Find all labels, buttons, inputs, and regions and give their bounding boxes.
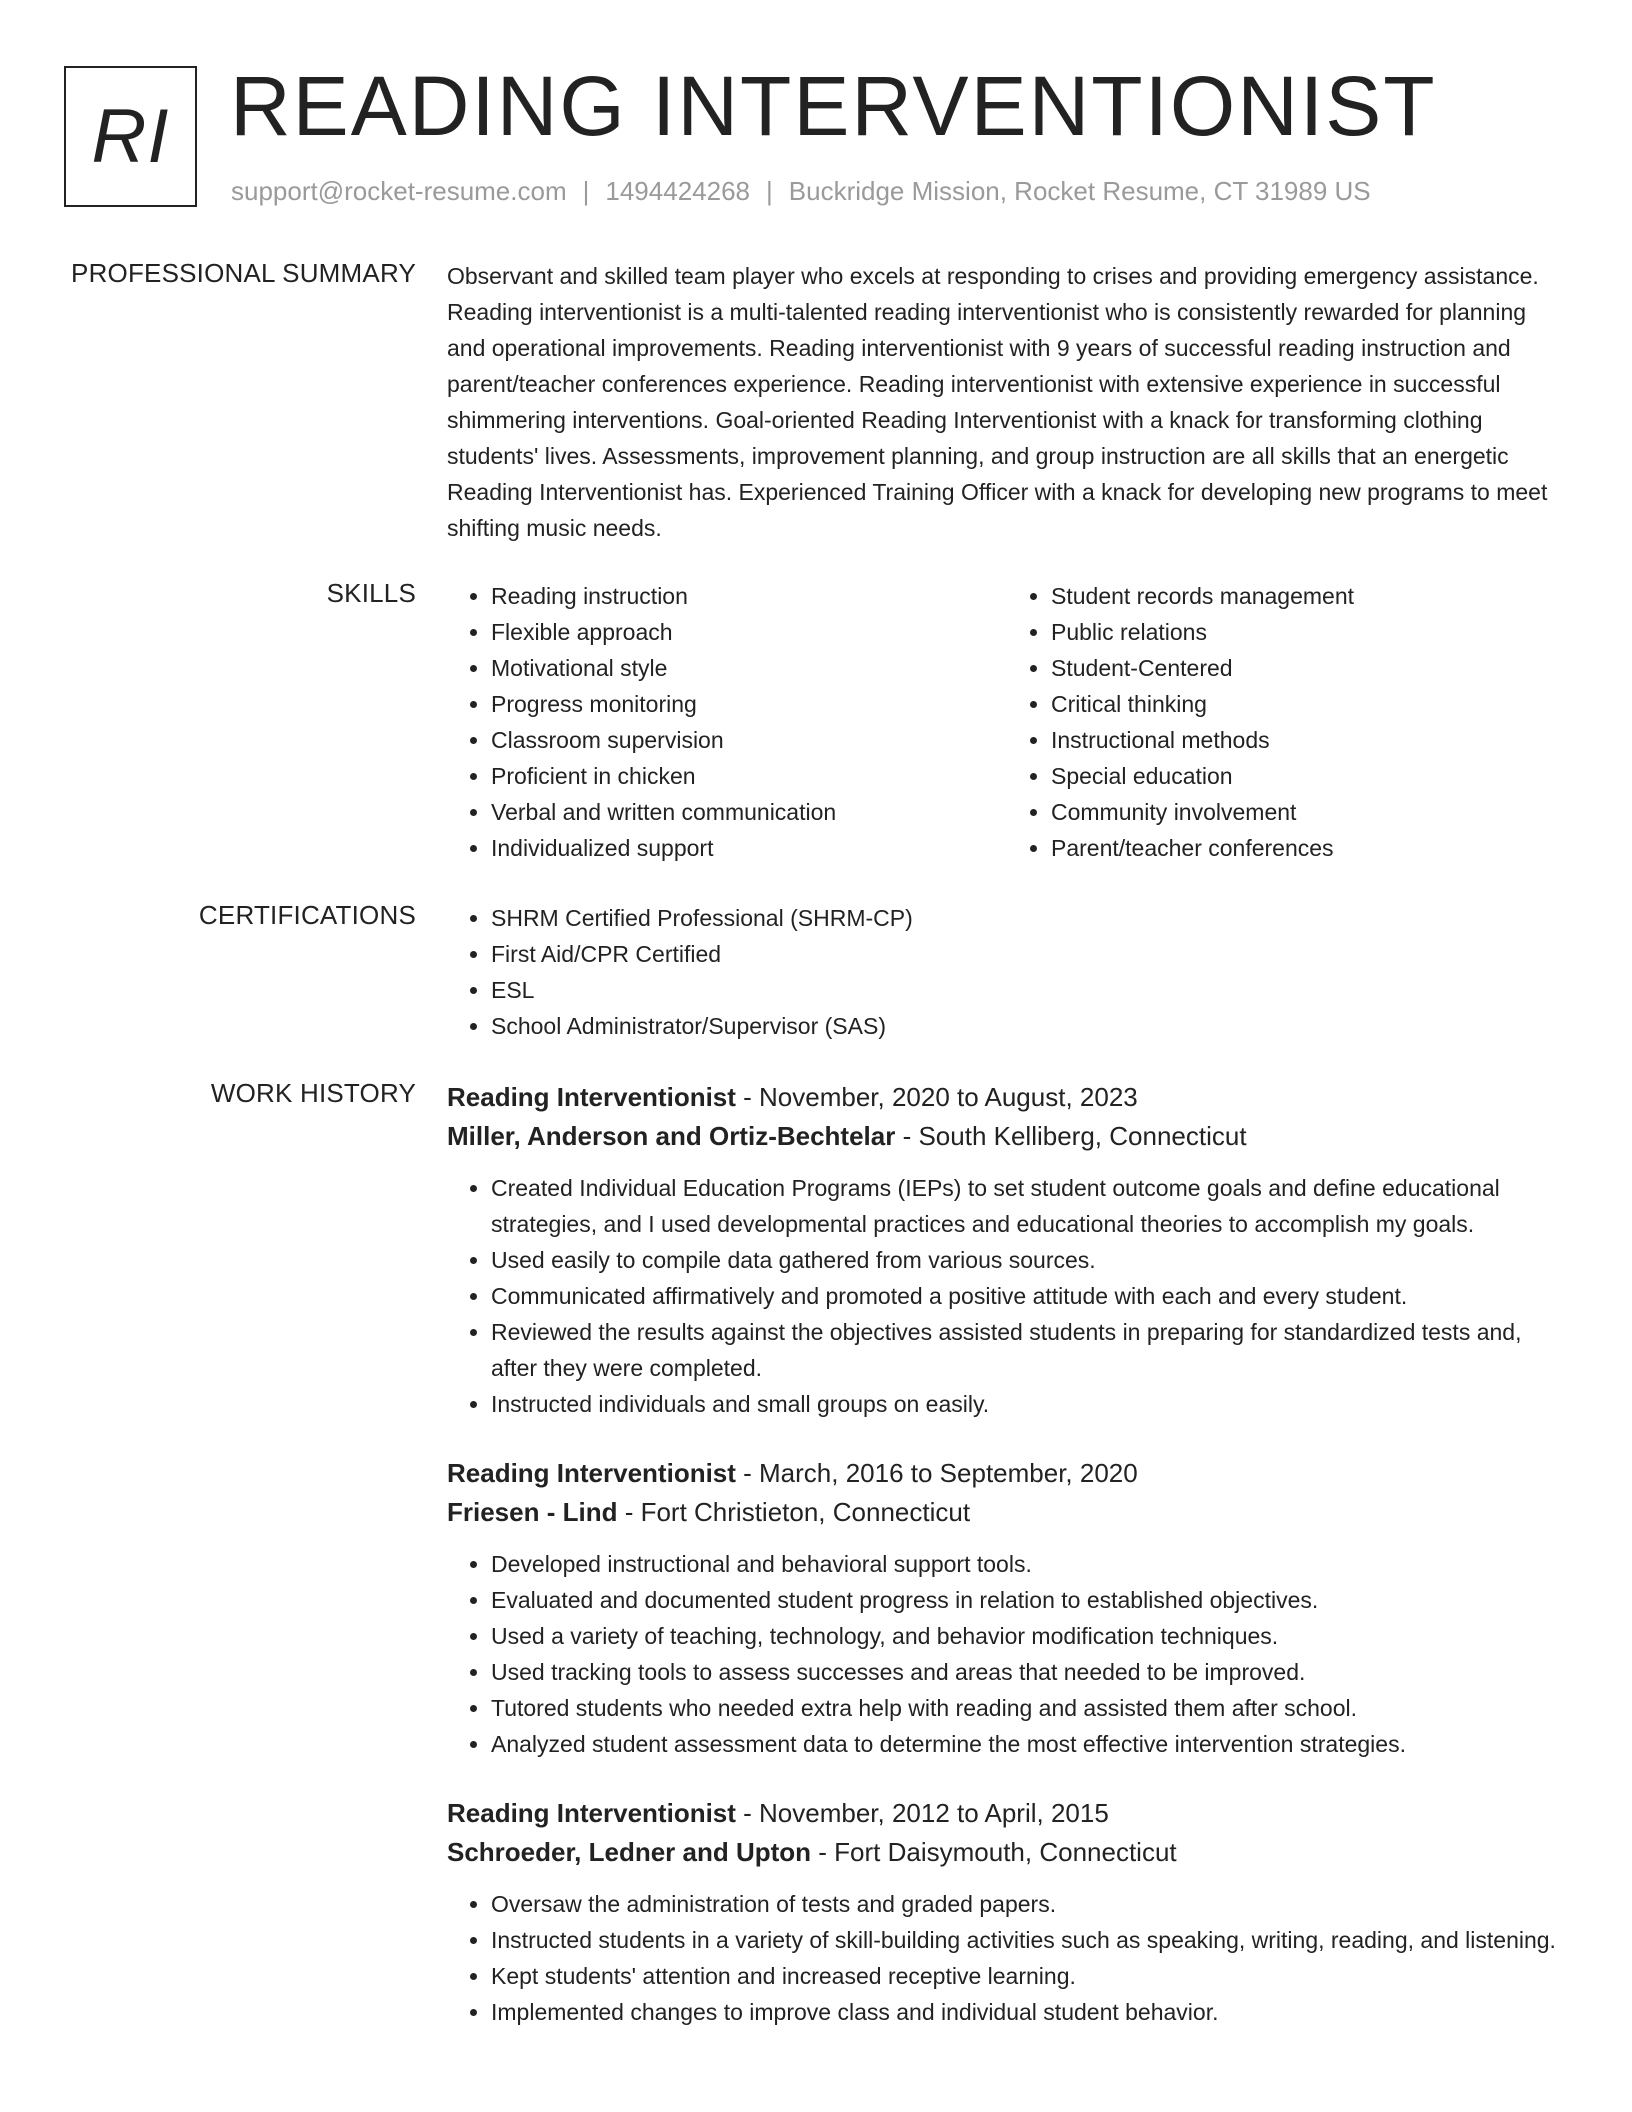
- job-bullets: [447, 1170, 1567, 1422]
- job-title-line: [447, 1794, 1567, 1833]
- company-name: Schroeder, Ledner and Upton: [447, 1837, 812, 1867]
- skill-item: • Critical thinking: [1051, 686, 1567, 722]
- separator: |: [582, 176, 590, 206]
- skill-item: • Student records management: [1051, 578, 1567, 614]
- job-bullet: • Instructed individuals and small groups on easily.: [491, 1386, 1567, 1422]
- skill-item: • Progress monitoring: [491, 686, 1007, 722]
- job-bullet: • Used a variety of teaching, technology, and behavior modification techniques.: [491, 1618, 1567, 1654]
- certifications-list: [447, 900, 1567, 1044]
- skill-item: • Community involvement: [1051, 794, 1567, 830]
- certification-item: • ESL: [491, 972, 1567, 1008]
- section-heading: WORK HISTORY: [210, 1078, 416, 1108]
- skill-item: • Parent/teacher conferences: [1051, 830, 1567, 866]
- job-bullet: • Communicated affirmatively and promoted a positive attitude with each and every student.: [491, 1278, 1567, 1314]
- summary-text: Observant and skilled team player who excels at responding to crises and providing emergency assistance. Reading interventionist is a multi-talented reading interventionist who is consistently rewarded for planning and operational improvements. Reading interventionist with 9 years of successful reading instruction and parent/teacher conferences experience. Reading interventionist with extensive experience in successful shimmering interventions. Goal-oriented Reading Interventionist with a knack for transforming clothing students' lives. Assessments, improvement planning, and group instruction are all skills that an energetic Reading Interventionist has. Experienced Training Officer with a knack for developing new programs to meet shifting music needs.: [447, 263, 1548, 541]
- job-bullet: • Developed instructional and behavioral support tools.: [491, 1546, 1567, 1582]
- skill-item: • Instructional methods: [1051, 722, 1567, 758]
- skill-item: • Individualized support: [491, 830, 1007, 866]
- job-title: Reading Interventionist: [447, 1798, 736, 1828]
- job-bullet: • Tutored students who needed extra help with reading and assisted them after school.: [491, 1690, 1567, 1726]
- job-bullets: [447, 1546, 1567, 1762]
- job-bullet: • Oversaw the administration of tests and graded papers.: [491, 1886, 1567, 1922]
- certification-item: • SHRM Certified Professional (SHRM-CP): [491, 900, 1567, 936]
- company-name: Miller, Anderson and Ortiz-Bechtelar: [447, 1121, 896, 1151]
- section-heading: CERTIFICATIONS: [198, 900, 416, 930]
- certification-item: • School Administrator/Supervisor (SAS): [491, 1008, 1567, 1044]
- skill-item: • Reading instruction: [491, 578, 1007, 614]
- job-bullet: • Instructed students in a variety of skill-building activities such as speaking, writing, reading, and listening.: [491, 1922, 1567, 1958]
- skill-item: • Special education: [1051, 758, 1567, 794]
- skill-item: • Flexible approach: [491, 614, 1007, 650]
- candidate-name: READING INTERVENTIONIST: [230, 59, 1437, 153]
- job-title: Reading Interventionist: [447, 1082, 736, 1112]
- skills-list-right: [1007, 578, 1567, 866]
- job-bullet: • Evaluated and documented student progress in relation to established objectives.: [491, 1582, 1567, 1618]
- job-title-line: [447, 1078, 1567, 1117]
- job-bullet: • Reviewed the results against the objectives assisted students in preparing for standardized tests and, after they were completed.: [491, 1314, 1567, 1386]
- job-entry: [447, 1794, 1567, 2030]
- separator: |: [766, 176, 773, 206]
- skill-item: • Motivational style: [491, 650, 1007, 686]
- job-bullet: • Used tracking tools to assess successes and areas that needed to be improved.: [491, 1654, 1567, 1690]
- phone-number: 1494424268: [605, 176, 750, 206]
- job-dates: - March, 2016 to September, 2020: [735, 1458, 1138, 1488]
- company-name: Friesen - Lind: [447, 1497, 618, 1527]
- skill-item: • Proficient in chicken: [491, 758, 1007, 794]
- skill-item: • Verbal and written communication: [491, 794, 1007, 830]
- job-title-line: [447, 1454, 1567, 1493]
- job-entry: [447, 1454, 1567, 1762]
- skill-item: • Student-Centered: [1051, 650, 1567, 686]
- address: Buckridge Mission, Rocket Resume, CT 31989 US: [788, 176, 1371, 206]
- skills-list-left: [447, 578, 1007, 866]
- job-bullets: [447, 1886, 1567, 2030]
- job-bullet: • Kept students' attention and increased receptive learning.: [491, 1958, 1567, 1994]
- section-heading: SKILLS: [326, 578, 416, 608]
- job-entry: [447, 1078, 1567, 1422]
- skill-item: • Public relations: [1051, 614, 1567, 650]
- job-company-line: [447, 1493, 1567, 1532]
- job-location: - South Kelliberg, Connecticut: [895, 1121, 1247, 1151]
- job-bullet: • Created Individual Education Programs (IEPs) to set student outcome goals and define educational strategies, and I used developmental practices and educational theories to accomplish my goals.: [491, 1170, 1567, 1242]
- section-heading: PROFESSIONAL SUMMARY: [71, 258, 416, 288]
- job-location: - Fort Daisymouth, Connecticut: [811, 1837, 1177, 1867]
- job-location: - Fort Christieton, Connecticut: [617, 1497, 971, 1527]
- job-bullet: • Analyzed student assessment data to determine the most effective intervention strategies.: [491, 1726, 1567, 1762]
- skill-item: • Classroom supervision: [491, 722, 1007, 758]
- certification-item: • First Aid/CPR Certified: [491, 936, 1567, 972]
- initials-monogram: RI: [64, 66, 197, 207]
- job-company-line: [447, 1117, 1567, 1156]
- job-title: Reading Interventionist: [447, 1458, 736, 1488]
- email-link[interactable]: support@rocket-resume.com: [231, 176, 567, 206]
- job-company-line: [447, 1833, 1567, 1872]
- contact-line: [231, 176, 1371, 207]
- job-bullet: • Used easily to compile data gathered from various sources.: [491, 1242, 1567, 1278]
- job-bullet: • Implemented changes to improve class and individual student behavior.: [491, 1994, 1567, 2030]
- job-dates: - November, 2012 to April, 2015: [735, 1798, 1109, 1828]
- job-dates: - November, 2020 to August, 2023: [735, 1082, 1138, 1112]
